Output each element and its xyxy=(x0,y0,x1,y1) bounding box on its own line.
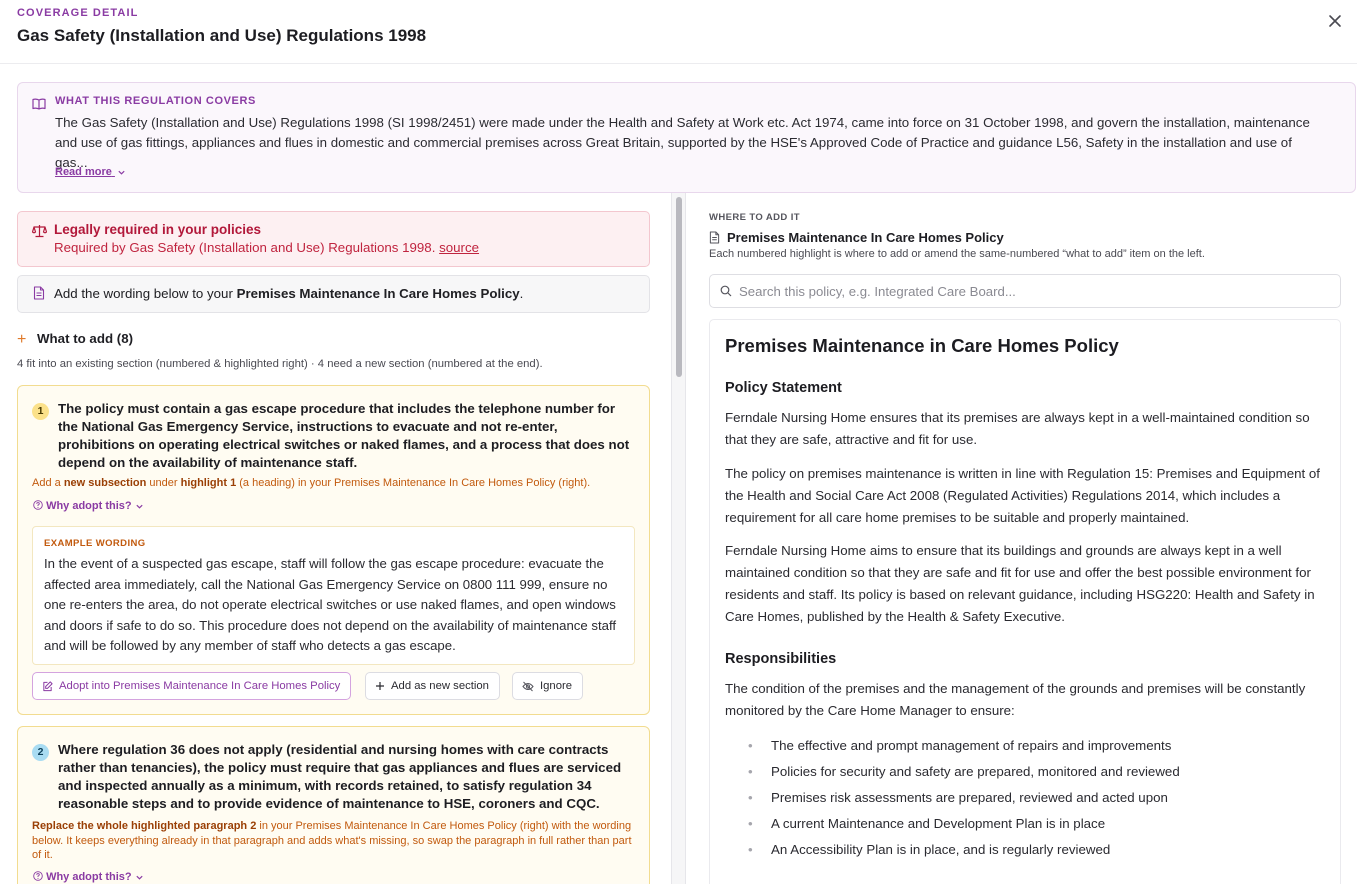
help-circle-icon xyxy=(33,871,43,881)
example-text: In the event of a suspected gas escape, staff will follow the gas escape procedure: evacuate the affected area immediately, call the National Gas Emergency Service on 0800 111 999, ensure no one re-enters the area, do not operate electrical switches or use naked flames, and open windows and doors if safe to do so. This procedure does not depend on the availability of maintenance staff and will be followed by any member of staff who detects a gas escape. xyxy=(44,556,617,653)
section-heading: Policy Statement xyxy=(725,380,842,396)
paragraph: Ferndale Nursing Home ensures that its premises are always kept in a well-maintained condition so that they are safe, attractive and fit for use. xyxy=(725,410,1310,447)
page-title: Gas Safety (Installation and Use) Regulations 1998 xyxy=(17,26,427,45)
edit-document-icon xyxy=(42,681,53,692)
eye-off-icon xyxy=(522,681,534,692)
book-icon xyxy=(32,97,46,111)
dialog-header xyxy=(0,0,1357,64)
close-icon[interactable] xyxy=(1327,13,1343,29)
panel-scrollbar[interactable] xyxy=(671,193,686,884)
read-more-link[interactable] xyxy=(55,166,126,178)
source-link[interactable]: source xyxy=(439,240,480,255)
instruction-text xyxy=(32,476,632,491)
legal-text-body: Required by Gas Safety (Installation and Use) Regulations 1998. xyxy=(54,240,436,255)
instr-part: (a heading) in your Premises Maintenance In Care Homes Policy (right). xyxy=(236,477,591,489)
instruction-text xyxy=(32,819,632,863)
search-icon xyxy=(720,285,732,297)
ignore-button[interactable] xyxy=(512,672,583,700)
what-to-add-summary: 4 fit into an existing section (numbered & highlighted right) · 4 need a new section (numbered at the end). xyxy=(17,358,543,370)
list-item: • Policies for security and safety are prepared, monitored and reviewed xyxy=(748,759,1180,785)
responsibility-list xyxy=(748,733,1180,863)
policy-search-box xyxy=(709,274,1341,308)
instr-part: Add a xyxy=(32,477,64,489)
requirement-text: Where regulation 36 does not apply (residential and nursing homes with care contracts rather than tenancies), the policy must require that gas appliances and flues are serviced and inspected annually as a minimum, with records retained, to satisfy regulation 34 reasonable steps and to provide evidence of maintenance to HSE, coroners and CQC. xyxy=(58,742,622,811)
legal-heading: Legally required in your policies xyxy=(54,222,262,237)
summary-heading: WHAT THIS REGULATION COVERS xyxy=(55,95,256,107)
read-more-label: Read more xyxy=(55,166,112,178)
plus-icon: + xyxy=(17,331,27,348)
document-icon xyxy=(33,286,45,300)
why-adopt-toggle[interactable] xyxy=(33,500,144,512)
section-heading: Responsibilities xyxy=(725,651,837,667)
right-panel xyxy=(709,211,1341,884)
paragraph: The condition of the premises and the management of the grounds and premises will be constantly monitored by the Care Home Manager to ensure: xyxy=(725,681,1306,718)
policy-document-view xyxy=(709,319,1341,884)
instr-part: new subsection xyxy=(63,477,147,489)
ignore-label: Ignore xyxy=(540,680,573,692)
highlight-hint: Each numbered highlight is where to add or amend the same-numbered “what to add” item on the left. xyxy=(709,248,1205,260)
legal-requirement-banner xyxy=(17,211,650,267)
document-title: Premises Maintenance in Care Homes Policy xyxy=(725,335,1119,356)
summary-text: The Gas Safety (Installation and Use) Regulations 1998 (SI 1998/2451) were made under the Health and Safety at Work etc. Act 1974, came into force on 31 October 1998, and govern the installation, maintenance and use of gas fittings, appliances and flues in domestic and commercial premises across Great Britain, supported by the HSE's Approved Code of Practice and guidance L56, Safety in the installation and use of gas... xyxy=(55,115,1310,170)
chevron-down-icon xyxy=(117,168,126,177)
plus-icon xyxy=(375,681,385,691)
why-adopt-toggle[interactable] xyxy=(33,871,144,883)
left-panel xyxy=(17,211,650,884)
regulation-summary-panel xyxy=(17,82,1356,193)
instr-part: highlight 1 xyxy=(180,477,237,489)
paragraph: The policy on premises maintenance is written in line with Regulation 15: Premises and Equipment of the Health and Social Care Act 2008 (Regulated Activities) Regulations 2014, which includes a requirement for all care home premises to be suitable and properly maintained. xyxy=(725,466,1320,525)
scales-icon xyxy=(32,224,47,238)
policy-name: Premises Maintenance In Care Homes Policy xyxy=(727,230,1004,245)
chevron-down-icon xyxy=(135,502,144,511)
requirement-card xyxy=(17,726,650,884)
help-circle-icon xyxy=(33,500,43,510)
example-heading: EXAMPLE WORDING xyxy=(44,538,146,549)
list-item: • Premises risk assessments are prepared, reviewed and acted upon xyxy=(748,785,1180,811)
add-wording-note xyxy=(17,275,650,313)
instr-part: in your Premises Maintenance In Care Homes Policy (right) with the wording below. It keeps everything already in that paragraph and adds what's missing, so swap the paragraph in full rather than part of it. xyxy=(32,820,632,861)
why-adopt-label: Why adopt this? xyxy=(46,500,132,512)
requirement-text: The policy must contain a gas escape procedure that includes the telephone number for the National Gas Emergency Service, instructions to evacuate and not re-enter, prohibitions on operating electrical switches or naked flames, and a process that does not depend on the availability of maintenance staff. xyxy=(58,401,630,470)
add-wording-policy: Premises Maintenance In Care Homes Policy xyxy=(236,286,520,301)
scrollbar-thumb[interactable] xyxy=(676,197,682,377)
search-input[interactable] xyxy=(739,281,1329,301)
example-wording-box xyxy=(32,526,635,665)
adopt-button[interactable] xyxy=(32,672,351,700)
document-icon xyxy=(709,231,720,244)
requirement-card xyxy=(17,385,650,715)
legal-text xyxy=(54,240,479,255)
add-wording-text xyxy=(54,286,523,301)
add-wording-prefix: Add the wording below to your xyxy=(54,286,233,301)
why-adopt-label: Why adopt this? xyxy=(46,871,132,883)
chevron-down-icon xyxy=(135,873,144,882)
eyebrow: COVERAGE DETAIL xyxy=(17,7,139,19)
paragraph: Ferndale Nursing Home aims to ensure that its buildings and grounds are always kept in a well maintained condition so that they are safe and fit for use and offer the best possible environment for residents and staff. Its policy is based on relevant guidance, including HSG220: Health and Safety in Care Homes, published by the Health & Safety Executive. xyxy=(725,543,1315,624)
list-item: • The effective and prompt management of repairs and improvements xyxy=(748,733,1180,759)
instr-part: under xyxy=(146,477,181,489)
what-to-add-label: What to add (8) xyxy=(37,331,134,346)
instr-part: Replace the whole highlighted paragraph 2 xyxy=(32,820,257,832)
adopt-button-label: Adopt into Premises Maintenance In Care Homes Policy xyxy=(59,680,341,692)
add-new-section-label: Add as new section xyxy=(391,680,489,692)
item-number-badge: 2 xyxy=(32,744,49,761)
item-number-badge: 1 xyxy=(32,403,49,420)
list-item: • An Accessibility Plan is in place, and is regularly reviewed xyxy=(748,837,1180,863)
add-new-section-button[interactable] xyxy=(365,672,500,700)
add-wording-suffix: . xyxy=(519,286,524,301)
list-item: • A current Maintenance and Development Plan is in place xyxy=(748,811,1180,837)
where-to-add-heading: WHERE TO ADD IT xyxy=(709,212,800,223)
